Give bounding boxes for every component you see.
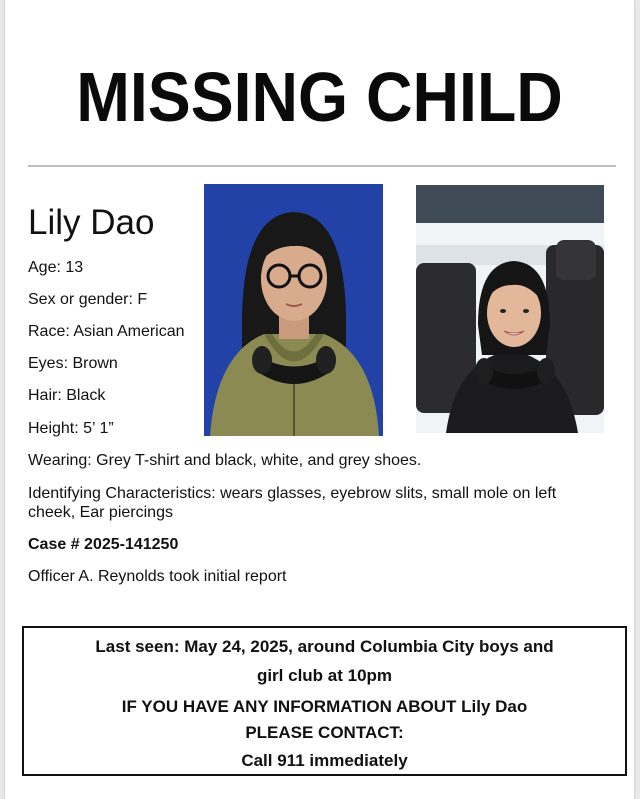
identifying-field-line2: cheek, Ear piercings	[28, 504, 173, 521]
poster-title: MISSING CHILD	[76, 58, 563, 136]
portrait-illustration	[204, 184, 383, 436]
divider	[28, 165, 616, 167]
info-request-line2: PLEASE CONTACT:	[245, 723, 404, 742]
sex-field: Sex or gender: F	[28, 291, 148, 308]
officer-note: Officer A. Reynolds took initial report	[28, 568, 287, 585]
race-field: Race: Asian American	[28, 323, 185, 340]
missing-poster	[5, 0, 634, 799]
case-number: Case # 2025-141250	[28, 536, 179, 553]
identifying-field-line1: Identifying Characteristics: wears glasses, eyebrow slits, small mole on left	[28, 485, 557, 502]
age-field: Age: 13	[28, 259, 84, 276]
child-name: Lily Dao	[28, 203, 155, 242]
selfie-photo	[416, 185, 604, 433]
last-seen-notice	[22, 626, 627, 776]
last-seen-line2: girl club at 10pm	[256, 666, 393, 685]
selfie-illustration	[416, 185, 604, 433]
portrait-photo	[204, 184, 383, 436]
hair-field: Hair: Black	[28, 387, 106, 404]
last-seen-line1: Last seen: May 24, 2025, around Columbia City boys and	[95, 637, 554, 656]
eyes-field: Eyes: Brown	[28, 355, 118, 372]
info-request-line1: IF YOU HAVE ANY INFORMATION ABOUT Lily Dao	[121, 697, 528, 716]
call-911: Call 911 immediately	[241, 751, 408, 770]
wearing-field: Wearing: Grey T-shirt and black, white, and grey shoes.	[28, 452, 422, 469]
height-field: Height: 5’ 1”	[28, 420, 114, 437]
